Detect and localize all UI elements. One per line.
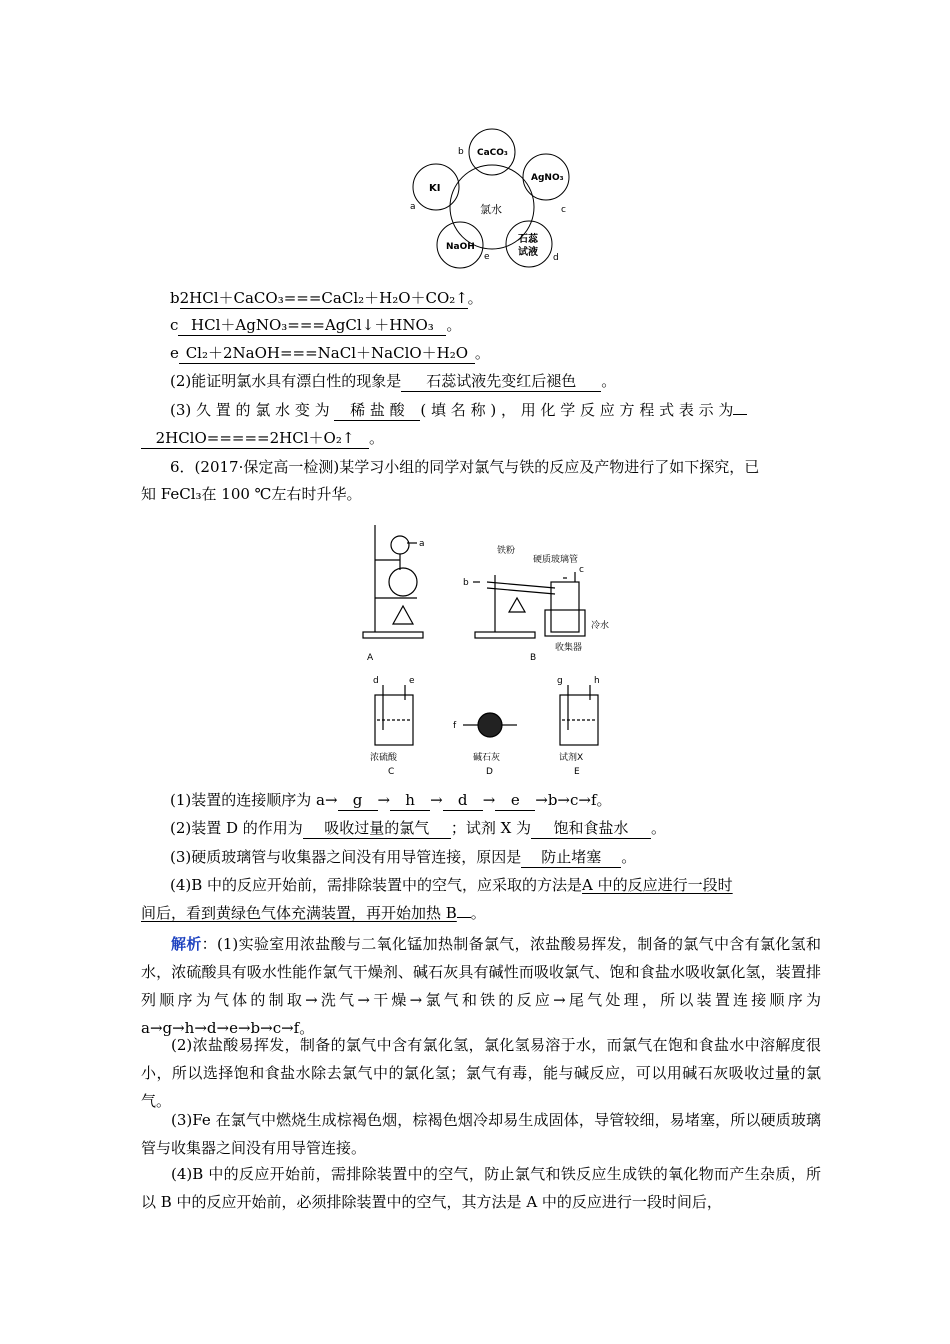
- q6-intro-2: 知 FeCl₃在 100 ℃左右时升华。: [141, 485, 362, 503]
- analysis-p1: 解析：(1)实验室用浓盐酸与二氧化锰加热制备氯气，浓盐酸易挥发，制备的氯气中含有氯化氢和水，浓硫酸具有吸水性能作氯气干燥剂、碱石灰具有碱性而吸收氯气、饱和食盐水吸收氯化氢，装置排列顺序为气体的制取→洗气→干燥→氯气和铁的反应→尾气处理，所以装置连接顺序为 a→g→h→d→e→b→c→f。: [141, 935, 821, 1037]
- circle-tag-b: b: [458, 147, 464, 157]
- q5-c-line: c HCl＋AgNO₃===AgCl↓＋HNO₃ 。: [170, 316, 462, 334]
- apparatus-figure: [355, 520, 635, 780]
- q5-p3-line: (3) 久 置 的 氯 水 变 为 稀 盐 酸 ( 填 名 称 ) ， 用 化 学 反 应 方 程 式 表 示 为: [170, 398, 747, 422]
- center-label: 氯水: [480, 203, 502, 216]
- q6-p4-line2: 间后，看到黄绿色气体充满装置，再开始加热 B 。: [141, 904, 486, 922]
- q5-p2-line: (2)能证明氯水具有漂白性的现象是 石蕊试液先变红后褪色 。: [170, 372, 617, 390]
- q5-e-line: e Cl₂＋2NaOH===NaCl＋NaClO＋H₂O 。: [170, 344, 490, 362]
- q6-p4-line: (4)B 中的反应开始前，需排除装置中的空气，应采取的方法是A 中的反应进行一段时: [170, 876, 733, 894]
- q5-p2-answer: 石蕊试液先变红后褪色: [401, 371, 601, 392]
- circle-label-litmus-2: 试液: [518, 247, 538, 258]
- circle-label-naoh: NaOH: [446, 242, 475, 252]
- label-A: A: [367, 653, 374, 663]
- label-port-e: e: [409, 676, 415, 686]
- q5-p3-line2: 2HClO=====2HCl＋O₂↑ 。: [141, 426, 830, 450]
- q5-b-answer: 2HCl＋CaCO₃===CaCl₂＋H₂O＋CO₂↑: [179, 289, 468, 307]
- label-port-a: a: [419, 539, 425, 549]
- circle-label-caco3: CaCO₃: [477, 148, 508, 158]
- circle-tag-e: e: [484, 252, 490, 262]
- circle-label-ki: KI: [429, 183, 441, 194]
- label-port-d: d: [373, 676, 379, 686]
- label-port-f: f: [453, 721, 457, 731]
- label-conc-acid: 浓硫酸: [370, 753, 398, 763]
- label-collector: 收集器: [555, 643, 583, 653]
- label-D: D: [486, 767, 493, 777]
- label-tiefen: 铁粉: [497, 546, 516, 556]
- chlorine-water-diagram: [405, 125, 580, 275]
- label-port-b: b: [463, 578, 469, 588]
- q5-c-answer: HCl＋AgNO₃===AgCl↓＋HNO₃: [178, 315, 446, 336]
- analysis-p4: (4)B 中的反应开始前，需排除装置中的空气，防止氯气和铁反应生成铁的氧化物而产生杂质，所以 B 中的反应开始前，必须排除装置中的空气，其方法是 A 中的反应进行一段时间后，: [141, 1165, 821, 1211]
- q6-p3-line: (3)硬质玻璃管与收集器之间没有用导管连接，原因是 防止堵塞 。: [170, 848, 637, 866]
- q5-p3-answer2: 2HClO=====2HCl＋O₂↑: [141, 428, 369, 449]
- q5-b-line: b2HCl＋CaCO₃===CaCl₂＋H₂O＋CO₂↑。: [170, 289, 483, 307]
- q5-e-answer: Cl₂＋2NaOH===NaCl＋NaClO＋H₂O: [179, 343, 475, 364]
- label-cold-water: 冷水: [591, 621, 610, 631]
- label-B: B: [530, 653, 537, 663]
- q5-p3-answer1: 稀 盐 酸: [334, 400, 420, 421]
- label-reagent-x: 试剂X: [559, 753, 584, 763]
- q6-p2-line: (2)装置 D 的作用为 吸收过量的氯气 ；试剂 X 为 饱和食盐水 。: [170, 819, 667, 837]
- circle-tag-d: d: [553, 253, 559, 263]
- circle-label-agno3: AgNO₃: [531, 173, 564, 183]
- circle-tag-c: c: [561, 205, 566, 215]
- label-port-c: c: [579, 565, 584, 575]
- circle-label-litmus: 石蕊: [518, 234, 538, 245]
- label-soda-lime: 碱石灰: [473, 753, 501, 763]
- label-E: E: [574, 767, 580, 777]
- q6-p1-line: (1)装置的连接顺序为 a→ g → h → d → e →b→c→f。: [170, 791, 612, 809]
- label-port-h: h: [594, 676, 600, 686]
- q6-intro-1: 6．(2017·保定高一检测)某学习小组的同学对氯气与铁的反应及产物进行了如下探究，已: [170, 458, 760, 476]
- label-glass-tube: 硬质玻璃管: [533, 555, 579, 565]
- label-C: C: [388, 767, 395, 777]
- label-port-g: g: [557, 676, 563, 686]
- analysis-p2: (2)浓盐酸易挥发，制备的氯气中含有氯化氢，氯化氢易溶于水，而氯气在饱和食盐水中溶解度很小，所以选择饱和食盐水除去氯气中的氯化氢；氯气有毒，能与碱反应，可以用碱石灰吸收过量的氯气。: [141, 1036, 821, 1110]
- circle-tag-a: a: [410, 202, 416, 212]
- analysis-p3: (3)Fe 在氯气中燃烧生成棕褐色烟，棕褐色烟冷却易生成固体，导管较细，易堵塞，所以硬质玻璃管与收集器之间没有用导管连接。: [141, 1111, 821, 1157]
